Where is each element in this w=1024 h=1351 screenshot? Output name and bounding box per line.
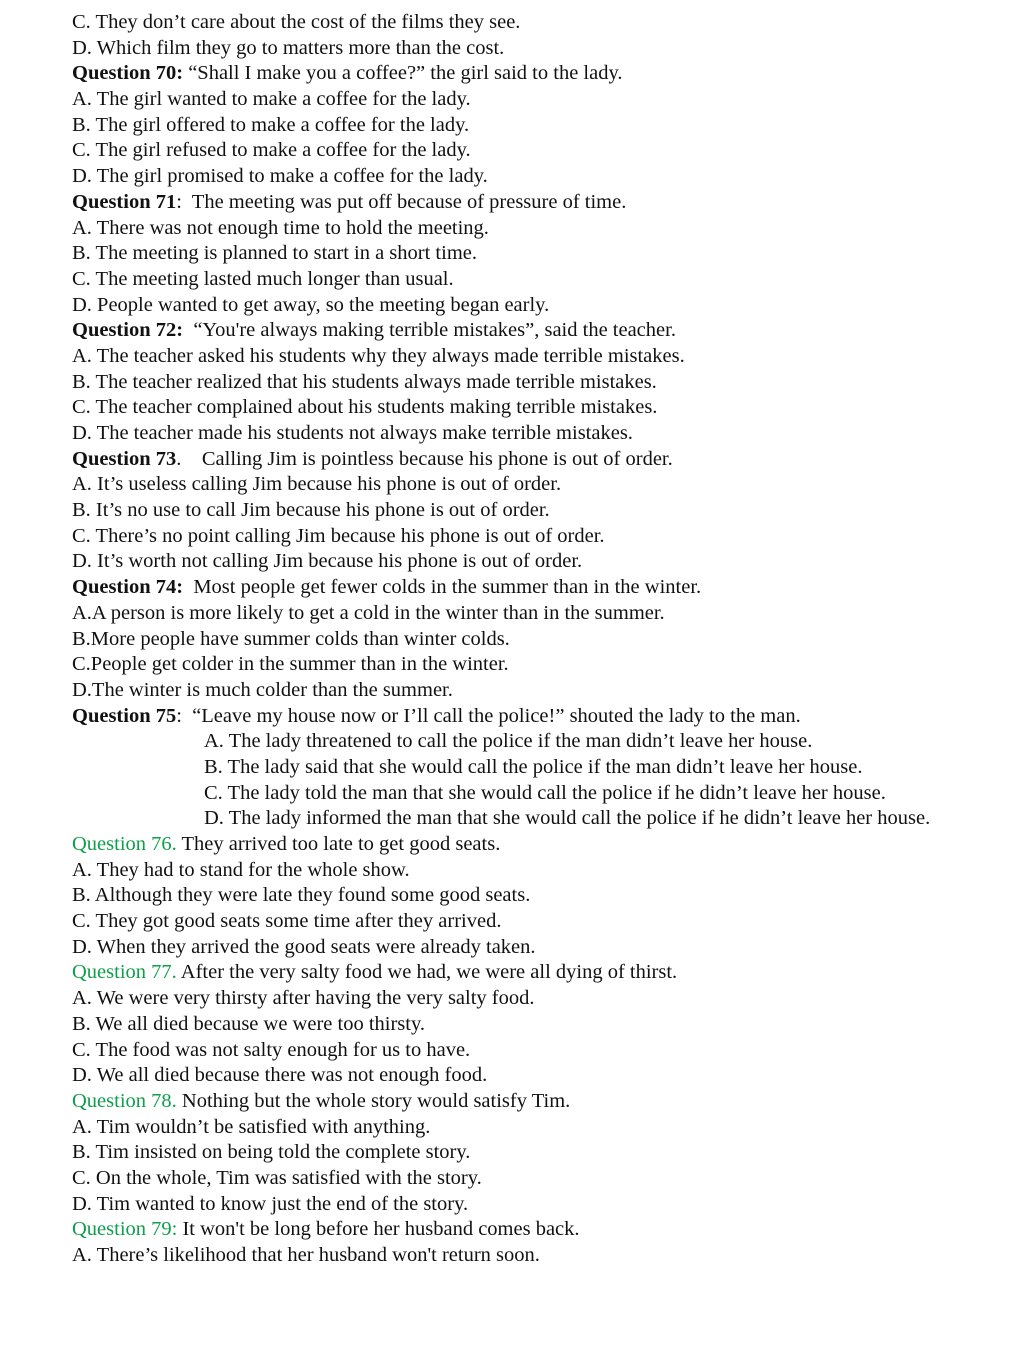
- question-stem: Most people get fewer colds in the summer than in the winter.: [183, 576, 702, 599]
- question-stem-line: [72, 61, 1012, 87]
- answer-option: D. People wanted to get away, so the meeting began early.: [72, 293, 550, 316]
- question-stem: It won't be long before her husband comes back.: [177, 1218, 580, 1241]
- answer-option: D. Tim wanted to know just the end of the story.: [72, 1192, 469, 1215]
- answer-option: C. They got good seats some time after they arrived.: [72, 910, 502, 933]
- answer-option: D. The lady informed the man that she would call the police if he didn’t leave her house.: [204, 807, 931, 830]
- answer-option: D. When they arrived the good seats were already taken.: [72, 935, 536, 958]
- document-page: [72, 10, 1012, 1269]
- question-label: Question 72:: [72, 319, 184, 342]
- answer-option: A. Tim wouldn’t be satisfied with anything.: [72, 1115, 431, 1138]
- question-stem-line: [72, 704, 1012, 730]
- answer-option: C. The meeting lasted much longer than usual.: [72, 267, 454, 290]
- answer-option: C. The lady told the man that she would call the police if he didn’t leave her house.: [204, 781, 886, 804]
- question-stem: “You're always making terrible mistakes”, said the teacher.: [183, 319, 676, 342]
- question-label: Question 75: [72, 704, 177, 727]
- option-line: C. They don’t care about the cost of the films they see.: [72, 11, 521, 33]
- question-stem-line: [72, 1089, 1012, 1115]
- question-stem-line: [72, 447, 1012, 473]
- answer-option: D. We all died because there was not enough food.: [72, 1064, 488, 1087]
- question-label: Question 74:: [72, 576, 184, 599]
- answer-option: A. There’s likelihood that her husband won't return soon.: [72, 1244, 540, 1266]
- answer-option: A. It’s useless calling Jim because his phone is out of order.: [72, 473, 562, 496]
- question-label: Question 73: [72, 447, 177, 470]
- answer-option: B. Tim insisted on being told the complete story.: [72, 1141, 471, 1164]
- answer-option: B. Although they were late they found some good seats.: [72, 884, 531, 907]
- answer-option: A.A person is more likely to get a cold in the winter than in the summer.: [72, 601, 665, 624]
- answer-option: C. There’s no point calling Jim because his phone is out of order.: [72, 524, 605, 547]
- question-stem-line: [72, 318, 1012, 344]
- question-stem: After the very salty food we had, we were all dying of thirst.: [176, 961, 678, 984]
- question-stem: Nothing but the whole story would satisfy Tim.: [176, 1089, 571, 1112]
- answer-option: A. The girl wanted to make a coffee for the lady.: [72, 88, 471, 111]
- answer-option: D. It’s worth not calling Jim because his phone is out of order.: [72, 550, 583, 573]
- answer-option: D. The girl promised to make a coffee for the lady.: [72, 165, 488, 188]
- question-label: Question 79:: [72, 1218, 178, 1241]
- option-line: D. Which film they go to matters more than the cost.: [72, 36, 505, 59]
- answer-option: A. We were very thirsty after having the very salty food.: [72, 987, 535, 1010]
- answer-option: A. They had to stand for the whole show.: [72, 858, 410, 881]
- question-stem-line: [72, 960, 1012, 986]
- question-label: Question 77.: [72, 961, 177, 984]
- question-stem-line: [72, 575, 1012, 601]
- answer-option: B.More people have summer colds than winter colds.: [72, 627, 510, 650]
- question-label: Question 76.: [72, 833, 177, 855]
- answer-option: B. The lady said that she would call the police if the man didn’t leave her house.: [204, 755, 863, 778]
- answer-option: C. The food was not salty enough for us to have.: [72, 1038, 471, 1061]
- question-stem: : “Leave my house now or I’ll call the police!” shouted the lady to the man.: [176, 704, 801, 727]
- question-stem: . Calling Jim is pointless because his phone is out of order.: [176, 447, 673, 470]
- question-label: Question 70:: [72, 62, 184, 85]
- answer-option: B. The girl offered to make a coffee for the lady.: [72, 113, 470, 136]
- question-stem-line: [72, 190, 1012, 216]
- answer-option: D.The winter is much colder than the summer.: [72, 678, 453, 701]
- answer-option: A. There was not enough time to hold the meeting.: [72, 216, 489, 239]
- answer-option: C. The girl refused to make a coffee for the lady.: [72, 139, 471, 162]
- answer-option: B. It’s no use to call Jim because his phone is out of order.: [72, 499, 550, 522]
- answer-option: C. The teacher complained about his students making terrible mistakes.: [72, 396, 658, 419]
- answer-option: A. The teacher asked his students why they always made terrible mistakes.: [72, 344, 685, 367]
- question-stem: : The meeting was put off because of pressure of time.: [176, 190, 627, 213]
- answer-option: B. We all died because we were too thirsty.: [72, 1012, 426, 1035]
- answer-option: C.People get colder in the summer than in the winter.: [72, 653, 509, 676]
- answer-option: B. The meeting is planned to start in a short time.: [72, 242, 477, 265]
- question-label: Question 71: [72, 190, 177, 213]
- question-stem: “Shall I make you a coffee?” the girl said to the lady.: [183, 62, 623, 85]
- answer-option: A. The lady threatened to call the police if the man didn’t leave her house.: [204, 730, 813, 753]
- answer-option: C. On the whole, Tim was satisfied with the story.: [72, 1166, 482, 1189]
- question-label: Question 78.: [72, 1089, 177, 1112]
- answer-option: B. The teacher realized that his students always made terrible mistakes.: [72, 370, 657, 393]
- question-stem: They arrived too late to get good seats.: [176, 833, 501, 855]
- question-stem-line: [72, 1217, 1012, 1243]
- answer-option: D. The teacher made his students not always make terrible mistakes.: [72, 422, 633, 444]
- question-stem-line: [72, 832, 1012, 858]
